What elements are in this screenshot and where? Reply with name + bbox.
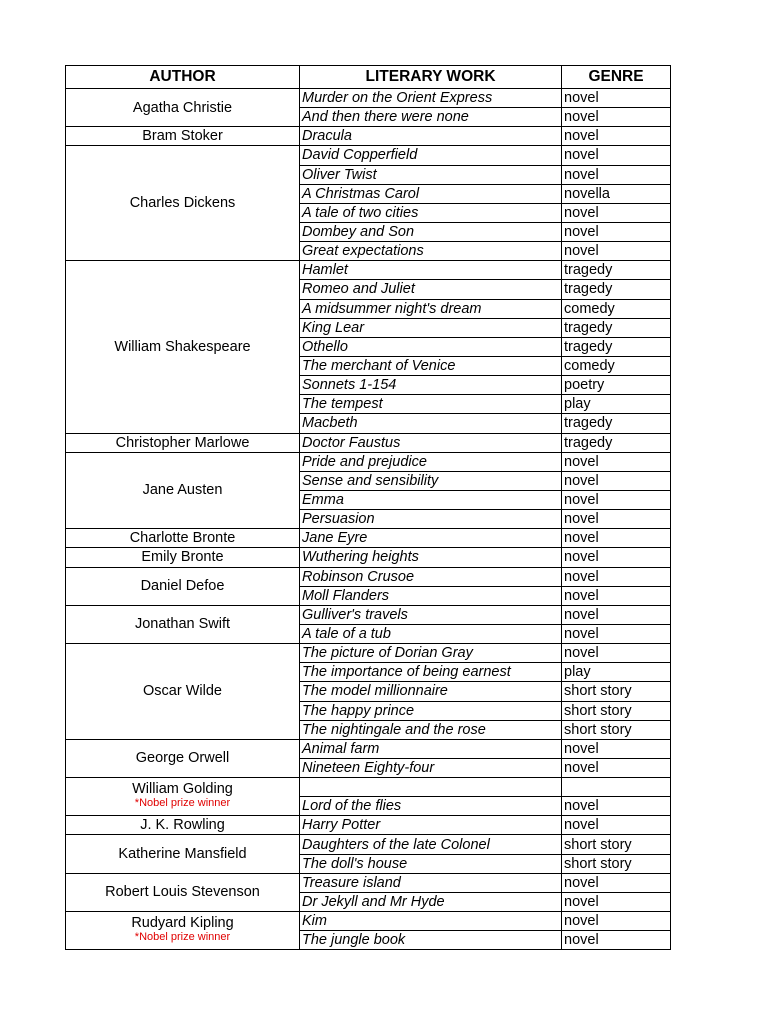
literary-work-cell: The model millionnaire: [300, 682, 562, 701]
genre-cell: novel: [562, 89, 671, 108]
genre-cell: novel: [562, 510, 671, 529]
author-cell: [66, 739, 300, 777]
genre-cell: tragedy: [562, 433, 671, 452]
author-cell: [66, 873, 300, 911]
author-cell: [66, 605, 300, 643]
table-row: [66, 644, 671, 663]
nobel-prize-note: *Nobel prize winner: [134, 931, 231, 944]
genre-cell: comedy: [562, 299, 671, 318]
header-author: AUTHOR: [66, 66, 300, 89]
genre-cell: novel: [562, 529, 671, 548]
literary-work-cell: Emma: [300, 490, 562, 509]
author-name: Bram Stoker: [142, 128, 223, 145]
author-cell: [66, 835, 300, 873]
author-name: Agatha Christie: [132, 99, 233, 116]
literary-work-cell: Hamlet: [300, 261, 562, 280]
literary-work-cell: Macbeth: [300, 414, 562, 433]
author-cell: [66, 127, 300, 146]
author-name: J. K. Rowling: [140, 817, 225, 834]
author-name: Charlotte Bronte: [129, 530, 236, 547]
author-name: Katherine Mansfield: [118, 846, 247, 863]
author-name: Jane Austen: [142, 482, 223, 499]
literary-work-cell: Nineteen Eighty-four: [300, 758, 562, 777]
genre-cell: novella: [562, 184, 671, 203]
literary-work-cell: A Christmas Carol: [300, 184, 562, 203]
genre-cell: novel: [562, 222, 671, 241]
literary-work-cell: The importance of being earnest: [300, 663, 562, 682]
genre-cell: novel: [562, 892, 671, 911]
genre-cell: novel: [562, 242, 671, 261]
literary-work-cell: The nightingale and the rose: [300, 720, 562, 739]
author-name: Emily Bronte: [141, 549, 224, 566]
genre-cell: novel: [562, 127, 671, 146]
author-name: Charles Dickens: [129, 195, 236, 212]
literary-work-cell: Daughters of the late Colonel: [300, 835, 562, 854]
author-cell: [66, 778, 300, 816]
table-header: [66, 66, 671, 89]
genre-cell: novel: [562, 644, 671, 663]
literary-work-cell: A midsummer night's dream: [300, 299, 562, 318]
table-row: [66, 452, 671, 471]
literary-work-cell: Persuasion: [300, 510, 562, 529]
author-name: Robert Louis Stevenson: [105, 884, 260, 901]
author-cell: [66, 89, 300, 127]
genre-cell: novel: [562, 758, 671, 777]
table-row: [66, 567, 671, 586]
genre-cell: novel: [562, 567, 671, 586]
header-literary-work: LITERARY WORK: [300, 66, 562, 89]
literary-work-cell: Sonnets 1-154: [300, 376, 562, 395]
genre-cell: novel: [562, 452, 671, 471]
literary-work-cell: A tale of two cities: [300, 203, 562, 222]
table-row: [66, 778, 671, 797]
literary-work-cell: Murder on the Orient Express: [300, 89, 562, 108]
genre-cell: novel: [562, 471, 671, 490]
genre-cell: novel: [562, 203, 671, 222]
author-cell: [66, 529, 300, 548]
literary-work-cell: [300, 778, 562, 797]
table-row: [66, 548, 671, 567]
genre-cell: tragedy: [562, 280, 671, 299]
literary-work-cell: Jane Eyre: [300, 529, 562, 548]
literary-work-cell: Oliver Twist: [300, 165, 562, 184]
nobel-prize-note: *Nobel prize winner: [134, 797, 231, 810]
author-name: Daniel Defoe: [140, 578, 225, 595]
genre-cell: novel: [562, 739, 671, 758]
literary-work-cell: Moll Flanders: [300, 586, 562, 605]
genre-cell: novel: [562, 873, 671, 892]
literary-work-cell: Sense and sensibility: [300, 471, 562, 490]
literary-works-table: [65, 65, 671, 950]
genre-cell: poetry: [562, 376, 671, 395]
genre-cell: short story: [562, 854, 671, 873]
table-row: [66, 261, 671, 280]
genre-cell: tragedy: [562, 414, 671, 433]
genre-cell: short story: [562, 701, 671, 720]
genre-cell: novel: [562, 931, 671, 950]
genre-cell: novel: [562, 912, 671, 931]
literary-work-cell: Doctor Faustus: [300, 433, 562, 452]
author-cell: [66, 146, 300, 261]
literary-work-cell: A tale of a tub: [300, 624, 562, 643]
literary-work-cell: Dracula: [300, 127, 562, 146]
genre-cell: novel: [562, 624, 671, 643]
author-name: Rudyard Kipling: [131, 915, 234, 932]
header-row: [66, 66, 671, 89]
table-row: [66, 89, 671, 108]
literary-work-cell: The picture of Dorian Gray: [300, 644, 562, 663]
author-cell: [66, 816, 300, 835]
literary-work-cell: And then there were none: [300, 108, 562, 127]
literary-work-cell: Great expectations: [300, 242, 562, 261]
table-row: [66, 739, 671, 758]
author-cell: [66, 548, 300, 567]
genre-cell: short story: [562, 835, 671, 854]
genre-cell: novel: [562, 586, 671, 605]
literary-work-cell: The jungle book: [300, 931, 562, 950]
genre-cell: short story: [562, 720, 671, 739]
literary-work-cell: Romeo and Juliet: [300, 280, 562, 299]
literary-work-cell: Animal farm: [300, 739, 562, 758]
table-row: [66, 873, 671, 892]
literary-work-cell: The tempest: [300, 395, 562, 414]
genre-cell: comedy: [562, 356, 671, 375]
literary-work-cell: The happy prince: [300, 701, 562, 720]
literary-work-cell: Pride and prejudice: [300, 452, 562, 471]
author-name: Christopher Marlowe: [115, 434, 250, 451]
genre-cell: novel: [562, 490, 671, 509]
author-name: Jonathan Swift: [134, 616, 231, 633]
genre-cell: novel: [562, 605, 671, 624]
table-row: [66, 127, 671, 146]
literary-work-cell: Treasure island: [300, 873, 562, 892]
literary-work-cell: David Copperfield: [300, 146, 562, 165]
genre-cell: play: [562, 663, 671, 682]
literary-work-cell: Robinson Crusoe: [300, 567, 562, 586]
author-cell: [66, 433, 300, 452]
author-cell: [66, 452, 300, 529]
genre-cell: novel: [562, 146, 671, 165]
author-cell: [66, 261, 300, 433]
genre-cell: novel: [562, 797, 671, 816]
author-cell: [66, 644, 300, 740]
author-name: William Shakespeare: [114, 338, 251, 355]
literary-work-cell: Wuthering heights: [300, 548, 562, 567]
author-cell: [66, 567, 300, 605]
genre-cell: tragedy: [562, 337, 671, 356]
genre-cell: short story: [562, 682, 671, 701]
genre-cell: novel: [562, 816, 671, 835]
literary-work-cell: King Lear: [300, 318, 562, 337]
literary-work-cell: The merchant of Venice: [300, 356, 562, 375]
genre-cell: novel: [562, 108, 671, 127]
literary-work-cell: Lord of the flies: [300, 797, 562, 816]
literary-work-cell: The doll's house: [300, 854, 562, 873]
table-body: [66, 89, 671, 950]
author-cell: [66, 912, 300, 950]
genre-cell: novel: [562, 165, 671, 184]
table-row: [66, 912, 671, 931]
table-row: [66, 605, 671, 624]
genre-cell: tragedy: [562, 318, 671, 337]
genre-cell: [562, 778, 671, 797]
genre-cell: tragedy: [562, 261, 671, 280]
genre-cell: novel: [562, 548, 671, 567]
literary-work-cell: Gulliver's travels: [300, 605, 562, 624]
author-name: William Golding: [132, 781, 233, 798]
table-row: [66, 146, 671, 165]
table-row: [66, 529, 671, 548]
author-name: George Orwell: [135, 750, 230, 767]
genre-cell: play: [562, 395, 671, 414]
table-row: [66, 816, 671, 835]
table-row: [66, 835, 671, 854]
table-row: [66, 433, 671, 452]
literary-work-cell: Dr Jekyll and Mr Hyde: [300, 892, 562, 911]
literary-work-cell: Kim: [300, 912, 562, 931]
literary-work-cell: Harry Potter: [300, 816, 562, 835]
header-genre: GENRE: [562, 66, 671, 89]
literary-work-cell: Othello: [300, 337, 562, 356]
author-name: Oscar Wilde: [143, 683, 222, 700]
literary-work-cell: Dombey and Son: [300, 222, 562, 241]
